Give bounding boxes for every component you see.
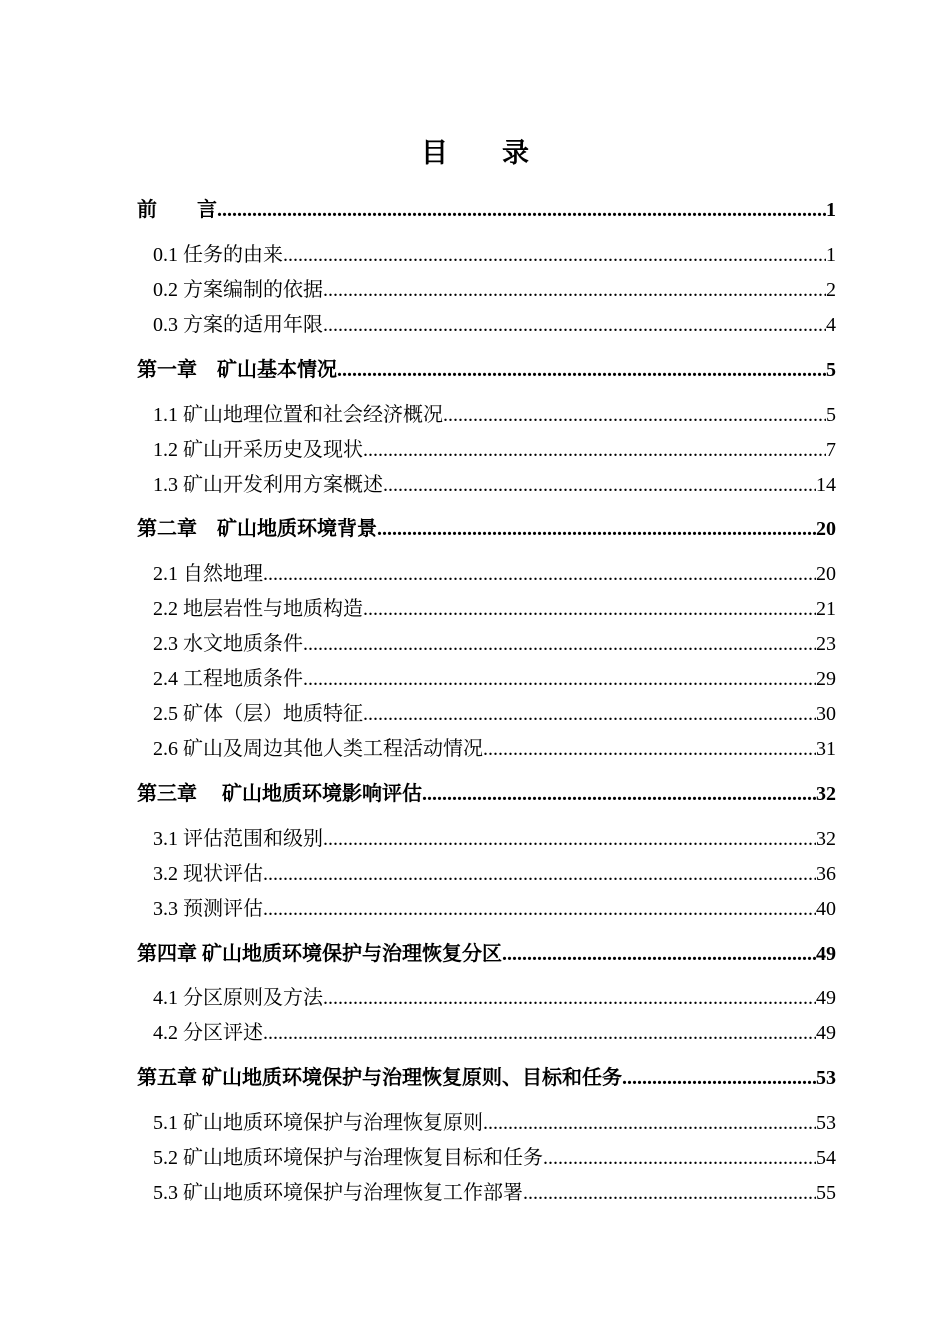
dot-leader — [217, 195, 826, 225]
dot-leader — [377, 514, 816, 544]
toc-entry-1-3[interactable] — [153, 470, 836, 500]
toc-page-number: 4 — [826, 314, 836, 336]
toc-entry-label: 1.3 矿山开发利用方案概述 — [153, 474, 383, 496]
toc-entry-label: 5.1 矿山地质环境保护与治理恢复原则 — [153, 1112, 483, 1134]
toc-entry-label: 5.2 矿山地质环境保护与治理恢复目标和任务 — [153, 1147, 543, 1169]
toc-entry-label: 3.1 评估范围和级别 — [153, 828, 323, 850]
toc-entry-label: 2.3 水文地质条件 — [153, 633, 303, 655]
toc-page-number: 40 — [816, 898, 836, 920]
dot-leader — [263, 894, 816, 924]
dot-leader — [383, 470, 816, 500]
dot-leader — [543, 1143, 816, 1173]
toc-entry-label: 0.3 方案的适用年限 — [153, 314, 323, 336]
toc-page-number: 1 — [826, 199, 836, 221]
toc-entry-2-6[interactable] — [153, 734, 836, 764]
toc-page-number: 21 — [816, 598, 836, 620]
toc-entry-label: 2.4 工程地质条件 — [153, 668, 303, 690]
toc-page-number: 5 — [826, 404, 836, 426]
toc-entry-5-1[interactable] — [153, 1108, 836, 1138]
toc-entry-label: 第三章 矿山地质环境影响评估 — [137, 783, 422, 805]
toc-entry-chapter-2[interactable] — [137, 514, 836, 544]
toc-entry-0-2[interactable] — [153, 275, 836, 305]
toc-entry-chapter-1[interactable] — [137, 355, 836, 385]
toc-entry-label: 第五章 矿山地质环境保护与治理恢复原则、目标和任务 — [137, 1067, 622, 1089]
toc-page-number: 2 — [826, 279, 836, 301]
toc-page-number: 49 — [816, 1022, 836, 1044]
dot-leader — [363, 435, 826, 465]
toc-entry-1-2[interactable] — [153, 435, 836, 465]
toc-page-number: 32 — [816, 783, 836, 805]
toc-page-number: 20 — [816, 518, 836, 540]
dot-leader — [263, 559, 816, 589]
toc-entry-3-3[interactable] — [153, 894, 836, 924]
dot-leader — [303, 664, 816, 694]
toc-entry-label: 第二章 矿山地质环境背景 — [137, 518, 377, 540]
toc-entry-2-4[interactable] — [153, 664, 836, 694]
dot-leader — [443, 400, 826, 430]
toc-entry-label: 5.3 矿山地质环境保护与治理恢复工作部署 — [153, 1182, 523, 1204]
toc-page-number: 1 — [826, 244, 836, 266]
dot-leader — [323, 310, 826, 340]
toc-entry-5-3[interactable] — [153, 1178, 836, 1208]
toc-entry-2-5[interactable] — [153, 699, 836, 729]
dot-leader — [337, 355, 826, 385]
toc-entry-label: 第四章 矿山地质环境保护与治理恢复分区 — [137, 943, 502, 965]
toc-entry-label: 1.1 矿山地理位置和社会经济概况 — [153, 404, 443, 426]
toc-page-number: 32 — [816, 828, 836, 850]
toc-page-number: 5 — [826, 359, 836, 381]
dot-leader — [363, 594, 816, 624]
toc-page-number: 14 — [816, 474, 836, 496]
toc-page-number: 29 — [816, 668, 836, 690]
toc-entry-label: 3.2 现状评估 — [153, 863, 263, 885]
toc-page-number: 23 — [816, 633, 836, 655]
toc-page-number: 36 — [816, 863, 836, 885]
toc-page-number: 53 — [816, 1067, 836, 1089]
toc-entry-chapter-3[interactable] — [137, 779, 836, 809]
dot-leader — [323, 824, 816, 854]
toc-entry-label: 2.5 矿体（层）地质特征 — [153, 703, 363, 725]
toc-entry-3-2[interactable] — [153, 859, 836, 889]
toc-page-number: 49 — [816, 987, 836, 1009]
toc-page-number: 30 — [816, 703, 836, 725]
toc-entry-chapter-5[interactable] — [137, 1063, 836, 1093]
toc-entry-label: 2.6 矿山及周边其他人类工程活动情况 — [153, 738, 483, 760]
dot-leader — [263, 1018, 816, 1048]
dot-leader — [283, 240, 826, 270]
page-title: 目 录 — [421, 138, 529, 168]
dot-leader — [323, 275, 826, 305]
toc-page-number: 54 — [816, 1147, 836, 1169]
dot-leader — [263, 859, 816, 889]
dot-leader — [523, 1178, 816, 1208]
toc-entry-label: 2.1 自然地理 — [153, 563, 263, 585]
toc-entry-3-1[interactable] — [153, 824, 836, 854]
dot-leader — [363, 699, 816, 729]
dot-leader — [483, 1108, 816, 1138]
toc-entry-5-2[interactable] — [153, 1143, 836, 1173]
toc-entry-2-3[interactable] — [153, 629, 836, 659]
toc-entry-1-1[interactable] — [153, 400, 836, 430]
toc-entry-label: 3.3 预测评估 — [153, 898, 263, 920]
toc-page-number: 53 — [816, 1112, 836, 1134]
toc-page-number: 31 — [816, 738, 836, 760]
toc-entry-4-1[interactable] — [153, 983, 836, 1013]
dot-leader — [502, 939, 816, 969]
toc-entry-2-1[interactable] — [153, 559, 836, 589]
toc-entry-chapter-4[interactable] — [137, 939, 836, 969]
toc-entry-0-3[interactable] — [153, 310, 836, 340]
toc-entry-0-1[interactable] — [153, 240, 836, 270]
toc-page-number: 7 — [826, 439, 836, 461]
toc-entry-label: 2.2 地层岩性与地质构造 — [153, 598, 363, 620]
toc-entry-label: 第一章 矿山基本情况 — [137, 359, 337, 381]
toc-entry-label: 4.1 分区原则及方法 — [153, 987, 323, 1009]
dot-leader — [303, 629, 816, 659]
toc-entry-label: 前 言 — [137, 199, 217, 221]
toc-entry-2-2[interactable] — [153, 594, 836, 624]
toc-page-number: 20 — [816, 563, 836, 585]
toc-entry-label: 0.1 任务的由来 — [153, 244, 283, 266]
dot-leader — [422, 779, 816, 809]
toc-entry-4-2[interactable] — [153, 1018, 836, 1048]
toc-entry-label: 1.2 矿山开采历史及现状 — [153, 439, 363, 461]
toc-page-number: 49 — [816, 943, 836, 965]
dot-leader — [622, 1063, 816, 1093]
dot-leader — [323, 983, 816, 1013]
toc-entry-preface[interactable] — [137, 195, 836, 225]
toc-page-number: 55 — [816, 1182, 836, 1204]
toc-entry-label: 0.2 方案编制的依据 — [153, 279, 323, 301]
dot-leader — [483, 734, 816, 764]
toc-entry-label: 4.2 分区评述 — [153, 1022, 263, 1044]
